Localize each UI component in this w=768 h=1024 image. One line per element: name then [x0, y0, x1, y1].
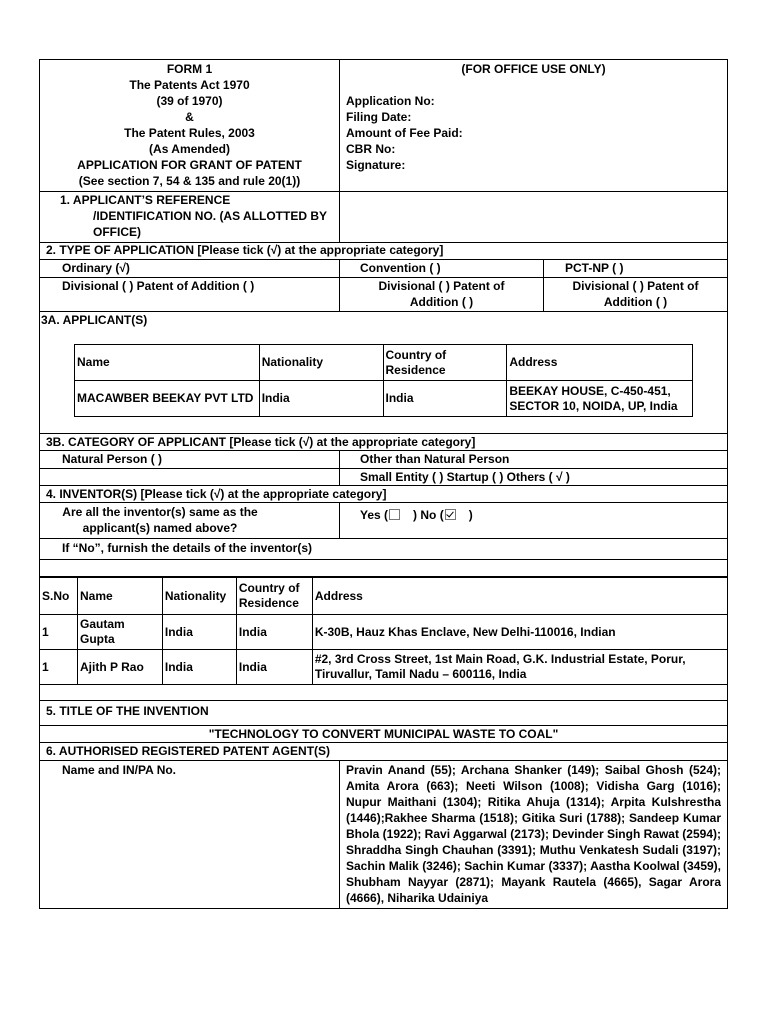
as-amended: (As Amended): [149, 142, 230, 156]
inventor-nationality: India: [162, 615, 236, 650]
inventor-table-header: [40, 578, 728, 615]
inventor-name: Gautam Gupta: [77, 615, 162, 650]
inventor-header-name: Name: [77, 578, 162, 615]
divisional-option-3-line-2: Addition ( ): [603, 295, 668, 309]
choice-close: ): [468, 508, 473, 522]
applicant-header-nationality: Nationality: [259, 345, 383, 381]
section-1-line-2: /IDENTIFICATION NO. (AS ALLOTTED BY: [93, 209, 327, 223]
divisional-option-3[interactable]: [544, 278, 727, 310]
section-1-line-1: 1. APPLICANT’S REFERENCE: [60, 193, 231, 207]
section-5-title: 5. TITLE OF THE INVENTION: [46, 704, 209, 718]
section-3b-title: 3B. CATEGORY OF APPLICANT [Please tick (√) at the appropriate category]: [46, 435, 476, 449]
yes-no-choice: [360, 507, 473, 523]
applicant-header-address: Address: [507, 345, 693, 381]
inventor-sno: 1: [40, 615, 78, 650]
divisional-option-1[interactable]: Divisional ( ) Patent of Addition ( ): [62, 279, 255, 293]
inventor-header-sno: S.No: [40, 578, 78, 615]
inventor-address: K-30B, Hauz Khas Enclave, New Delhi-110016, Indian: [312, 615, 727, 650]
act-name: The Patents Act 1970: [129, 78, 250, 92]
section-1-applicant-reference: [40, 192, 339, 240]
application-heading: APPLICATION FOR GRANT OF PATENT: [77, 158, 302, 172]
agent-name-label: Name and IN/PA No.: [62, 763, 177, 777]
section-4-title: 4. INVENTOR(S) [Please tick (√) at the appropriate category]: [46, 487, 387, 501]
entity-type-options[interactable]: Small Entity ( ) Startup ( ) Others ( √ ): [360, 470, 570, 484]
convention-option[interactable]: Convention ( ): [360, 261, 441, 275]
rules-name: The Patent Rules, 2003: [124, 126, 255, 140]
applicant-table: [74, 344, 693, 417]
act-number: (39 of 1970): [156, 94, 223, 108]
form-title: FORM 1: [166, 62, 213, 76]
divisional-option-2[interactable]: [340, 278, 543, 310]
inventor-address: #2, 3rd Cross Street, 1st Main Road, G.K. Industrial Estate, Porur, Tiruvallur, Tamil Nadu – 600116, India: [312, 650, 727, 685]
inventor-country: India: [236, 615, 312, 650]
ordinary-option[interactable]: Ordinary (√): [62, 261, 130, 275]
inventor-question-line-1: Are all the inventor(s) same as the: [62, 505, 258, 519]
inventor-header-address: Address: [312, 578, 727, 615]
inventor-question-line-2: applicant(s) named above?: [82, 521, 238, 535]
divisional-option-2-line-1: Divisional ( ) Patent of: [378, 279, 505, 293]
section-2-title: 2. TYPE OF APPLICATION [Please tick (√) at the appropriate category]: [46, 243, 444, 257]
applicant-country: India: [383, 381, 507, 417]
other-than-natural-person: Other than Natural Person: [360, 452, 510, 466]
section-1-line-3: OFFICE): [93, 225, 141, 239]
filing-date-label: Filing Date:: [346, 110, 412, 124]
fee-paid-label: Amount of Fee Paid:: [346, 126, 463, 140]
applicant-address: BEEKAY HOUSE, C-450-451, SECTOR 10, NOIDA, UP, India: [507, 381, 693, 417]
inventor-name: Ajith P Rao: [77, 650, 162, 685]
patent-agents-list: Pravin Anand (55); Archana Shanker (149); Saibal Ghosh (524); Amita Arora (663); Neeti Wilson (1008); Vidisha Garg (1016); Nupur Maithani (1304); Ritika Ahuja (1314); Arpita Kulshrestha (1446);Rakhee Sharma (1518); Gitika Suri (1788); Sandeep Kumar Bhola (1922); Ravi Aggarwal (2173); Devinder Singh Rawat (2594); Shraddha Singh Chauhan (3391); Muthu Venkatesh Sudali (3197); Sachin Malik (3246); Sachin Kumar (3337); Aastha Koolwal (3459), Shubham Nayyar (2871); Mayank Rautela (4665), Sagar Arora (4666), Niharika Udainiya: [346, 763, 721, 905]
invention-title: "TECHNOLOGY TO CONVERT MUNICIPAL WASTE TO COAL": [208, 727, 559, 741]
section-6-title: 6. AUTHORISED REGISTERED PATENT AGENT(S): [46, 744, 331, 758]
inventor-header-country: Country of Residence: [236, 578, 312, 615]
yes-checkbox[interactable]: [389, 509, 400, 520]
divisional-option-2-line-2: Addition ( ): [409, 295, 474, 309]
inventor-table: [39, 577, 728, 685]
applicant-table-header: [75, 345, 693, 381]
applicant-header-country: Country of Residence: [383, 345, 507, 381]
pct-np-option[interactable]: PCT-NP ( ): [565, 261, 624, 275]
ampersand: &: [185, 110, 194, 124]
inventor-nationality: India: [162, 650, 236, 685]
divisional-option-3-line-1: Divisional ( ) Patent of: [572, 279, 699, 293]
applicant-reference-value[interactable]: [341, 193, 726, 241]
applicant-header-name: Name: [75, 345, 260, 381]
no-checkbox[interactable]: [445, 509, 456, 520]
inventor-country: India: [236, 650, 312, 685]
section-3a-title: 3A. APPLICANT(S): [41, 313, 148, 327]
inventor-header-nationality: Nationality: [162, 578, 236, 615]
inventor-sno: 1: [40, 650, 78, 685]
office-use-title: (FOR OFFICE USE ONLY): [461, 62, 606, 76]
table-row: [40, 650, 728, 685]
applicant-nationality: India: [259, 381, 383, 417]
inventor-same-question: [40, 504, 280, 536]
office-fields: [346, 93, 463, 173]
signature-label: Signature:: [346, 158, 406, 172]
cbr-no-label: CBR No:: [346, 142, 396, 156]
form-title-block: [40, 61, 339, 189]
table-row: [75, 381, 693, 417]
no-label: ) No (: [413, 508, 444, 522]
section-reference: (See section 7, 54 & 135 and rule 20(1)): [78, 174, 301, 188]
table-row: [40, 615, 728, 650]
furnish-details-note: If “No”, furnish the details of the inventor(s): [62, 541, 313, 555]
applicant-name: MACAWBER BEEKAY PVT LTD: [75, 381, 260, 417]
yes-label: Yes (: [360, 508, 389, 522]
natural-person-option[interactable]: Natural Person ( ): [62, 452, 163, 466]
application-no-label: Application No:: [346, 94, 435, 108]
